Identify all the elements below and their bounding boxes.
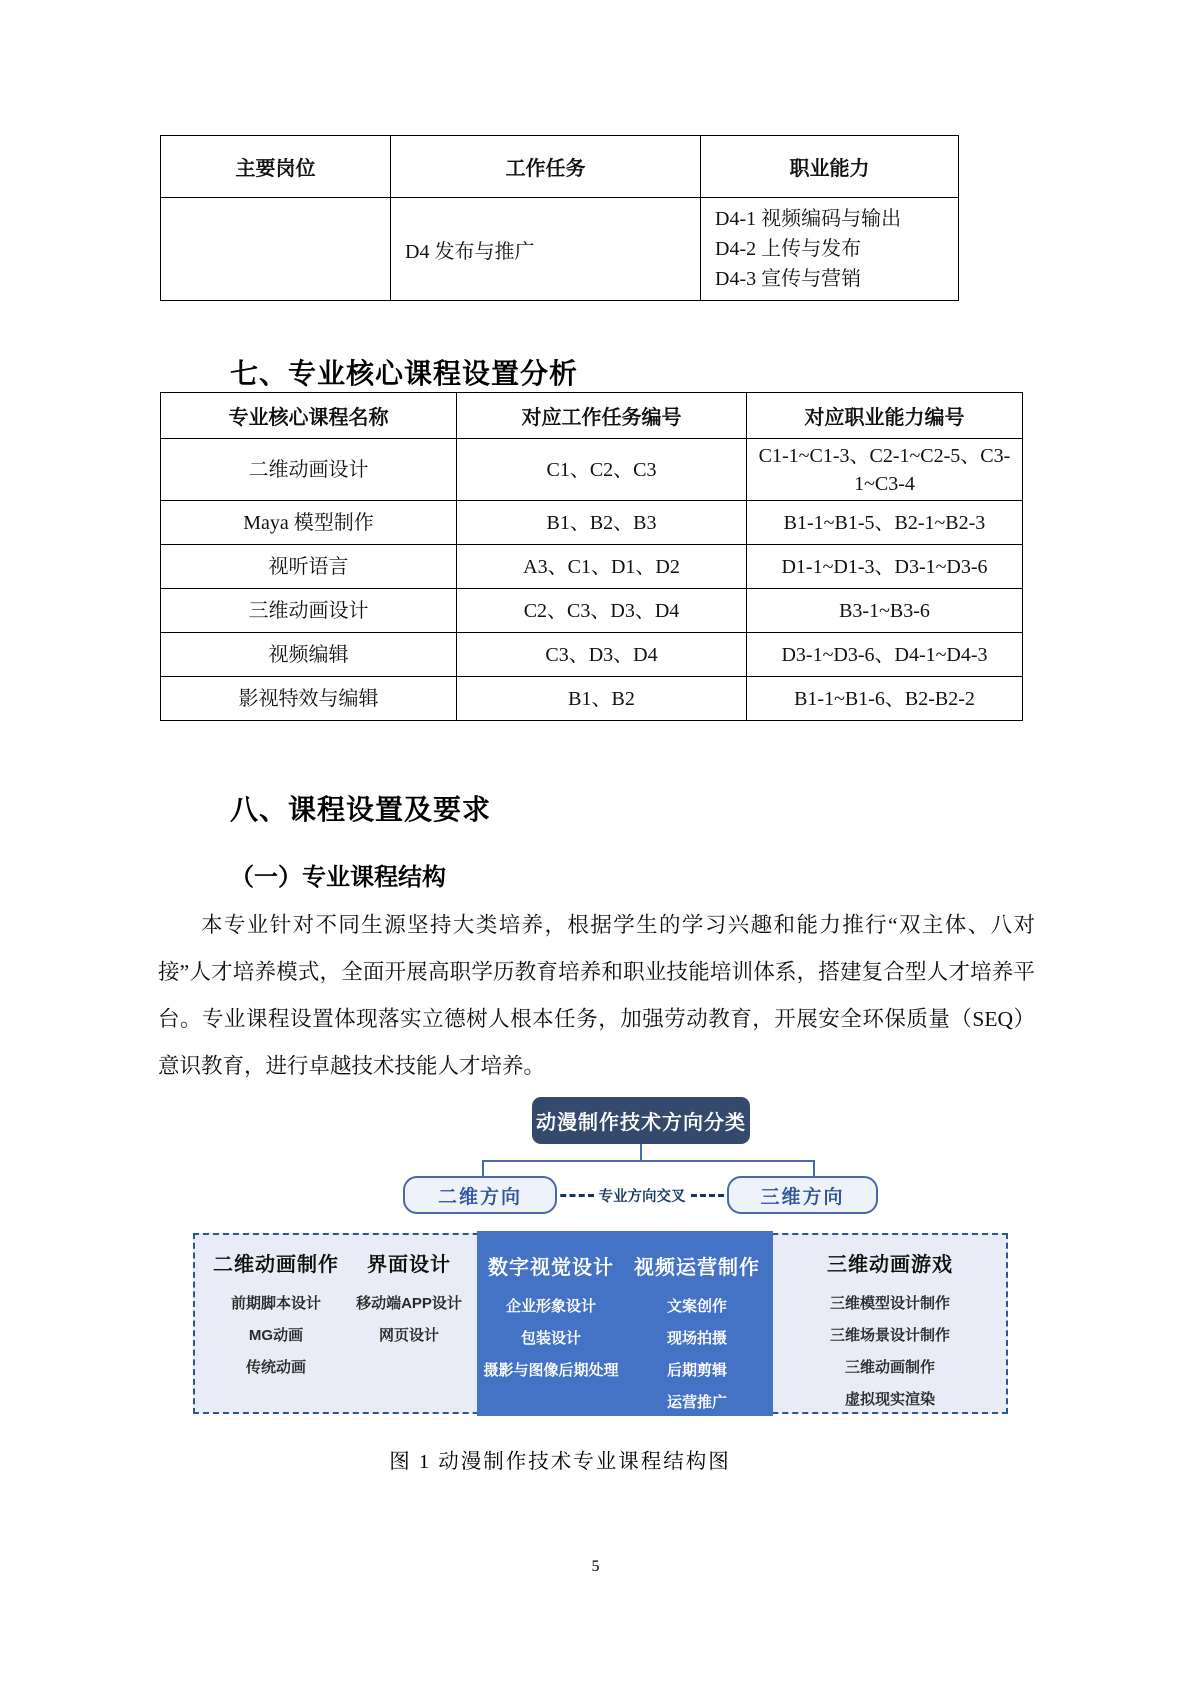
ability-line: D4-3 宣传与营销: [715, 268, 862, 290]
cell-course: 视频编辑: [161, 633, 457, 677]
cell-tasks: C1、C2、C3: [457, 439, 747, 501]
course-group-video-operation: [624, 1251, 770, 1419]
cell-course: 三维动画设计: [161, 589, 457, 633]
figure-caption: 图 1 动漫制作技术专业课程结构图: [389, 1451, 731, 1473]
group-item: 传统动画: [245, 1359, 306, 1376]
section-seven-heading: 七、专业核心课程设置分析: [230, 358, 579, 389]
cell-tasks: B1、B2、B3: [457, 501, 747, 545]
header-course-name: 专业核心课程名称: [161, 393, 457, 439]
cell-abilities: B1-1~B1-6、B2-B2-2: [747, 677, 1023, 721]
group-title: 数字视觉设计: [488, 1257, 614, 1279]
cell-tasks: C2、C3、D3、D4: [457, 589, 747, 633]
table-row: [161, 677, 1023, 721]
connector-line: [482, 1160, 815, 1162]
diagram-root-node: 动漫制作技术方向分类: [532, 1097, 750, 1144]
table-row: [161, 589, 1023, 633]
group-item: 三维场景设计制作: [829, 1327, 950, 1344]
connector-line: [640, 1144, 642, 1161]
cell-abilities: D1-1~D1-3、D3-1~D3-6: [747, 545, 1023, 589]
header-work-task: 工作任务: [391, 136, 701, 198]
cell-abilities: [701, 198, 959, 301]
group-item: 运营推广: [666, 1394, 727, 1411]
table-row: [161, 198, 959, 301]
cross-label: 专业方向交叉: [598, 1188, 686, 1205]
body-paragraph: 本专业针对不同生源坚持大类培养，根据学生的学习兴趣和能力推行“双主体、八对接”人才培养模式，全面开展高职学历教育培养和职业技能培训体系，搭建复合型人才培养平台。专业课程设置体现落实立德树人根本任务，加强劳动教育，开展安全环保质量（SEQ）意识教育，进行卓越技术技能人才培养。: [158, 913, 1035, 1078]
job-task-ability-table: [160, 135, 959, 301]
cell-tasks: B1、B2: [457, 677, 747, 721]
course-group-ui-design: [338, 1248, 480, 1352]
table-header-row: [161, 136, 959, 198]
table-row: [161, 439, 1023, 501]
course-group-digital-visual: [480, 1251, 622, 1387]
group-item: 三维动画制作: [844, 1359, 935, 1376]
cell-course: 影视特效与编辑: [161, 677, 457, 721]
header-task-number: 对应工作任务编号: [457, 393, 747, 439]
group-title: 二维动画制作: [213, 1254, 339, 1276]
header-ability: 职业能力: [701, 136, 959, 198]
group-title: 界面设计: [367, 1254, 451, 1276]
group-item: 企业形象设计: [505, 1298, 596, 1315]
cell-task: D4 发布与推广: [391, 198, 701, 301]
connector-line: [482, 1161, 484, 1177]
ability-line: D4-1 视频编码与输出: [715, 208, 902, 230]
group-item: 文案创作: [666, 1298, 727, 1315]
cell-tasks: A3、C1、D1、D2: [457, 545, 747, 589]
course-group-3d-game: [775, 1248, 1005, 1416]
cell-post: [161, 198, 391, 301]
cell-abilities: B1-1~B1-5、B2-1~B2-3: [747, 501, 1023, 545]
group-item: MG动画: [248, 1327, 304, 1344]
cell-abilities: B3-1~B3-6: [747, 589, 1023, 633]
subsection-heading: （一）专业课程结构: [230, 864, 446, 891]
table-row: [161, 501, 1023, 545]
group-item: 前期脚本设计: [230, 1295, 321, 1312]
group-item: 包装设计: [520, 1330, 581, 1347]
connector-line: [813, 1161, 815, 1177]
course-group-2d-animation: [196, 1248, 356, 1384]
group-title: 三维动画游戏: [827, 1254, 953, 1276]
header-main-post: 主要岗位: [161, 136, 391, 198]
group-item: 移动端APP设计: [356, 1295, 462, 1312]
ability-line: D4-2 上传与发布: [715, 238, 862, 260]
branch-node-3d: 三维方向: [727, 1176, 878, 1214]
dashed-line: [551, 1194, 594, 1197]
core-course-table: [160, 392, 1023, 721]
cell-tasks: C3、D3、D4: [457, 633, 747, 677]
table-row: [161, 633, 1023, 677]
cross-connector: [551, 1176, 733, 1214]
group-item: 现场拍摄: [666, 1330, 727, 1347]
page-number: 5: [591, 1558, 600, 1575]
branch-node-2d: 二维方向: [403, 1176, 557, 1214]
group-item: 后期剪辑: [666, 1362, 727, 1379]
cell-course: Maya 模型制作: [161, 501, 457, 545]
table-row: [161, 545, 1023, 589]
section-eight-heading: 八、课程设置及要求: [230, 794, 492, 825]
group-item: 三维模型设计制作: [829, 1295, 950, 1312]
curriculum-structure-diagram: [0, 1085, 1191, 1430]
group-item: 网页设计: [378, 1327, 439, 1344]
table-header-row: [161, 393, 1023, 439]
group-title: 视频运营制作: [634, 1257, 760, 1279]
cell-abilities: C1-1~C1-3、C2-1~C2-5、C3-1~C3-4: [747, 439, 1023, 501]
cell-abilities: D3-1~D3-6、D4-1~D4-3: [747, 633, 1023, 677]
cell-course: 视听语言: [161, 545, 457, 589]
cell-course: 二维动画设计: [161, 439, 457, 501]
header-ability-number: 对应职业能力编号: [747, 393, 1023, 439]
group-item: 摄影与图像后期处理: [483, 1362, 619, 1379]
group-item: 虚拟现实渲染: [844, 1391, 935, 1408]
